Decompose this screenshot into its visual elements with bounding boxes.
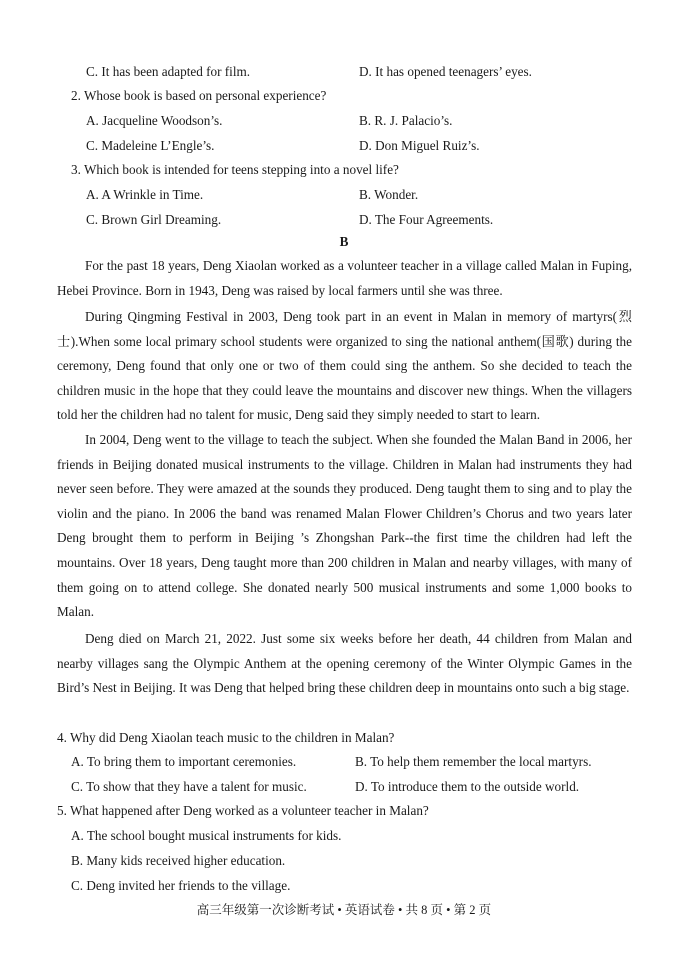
q2-option-d: D. Don Miguel Ruiz’s. bbox=[359, 138, 480, 153]
q4-option-d: D. To introduce them to the outside world. bbox=[355, 779, 580, 794]
passage-paragraph-4: Deng died on March 21, 2022. Just some six weeks before her death, 44 children from Malan and nearby villages sang the Olympic Anthem at the opening ceremony of the Winter Olympic Games in the Bird’s Nest in Beijing. It was Deng that helped bring these children deep in mountains onto such a big stage. bbox=[57, 631, 632, 696]
q2-options-cd bbox=[0, 134, 688, 158]
q4-options-ab bbox=[0, 750, 688, 774]
q3-option-a: A. A Wrinkle in Time. bbox=[86, 187, 204, 202]
passage-paragraph-3: In 2004, Deng went to the village to teach the subject. When she founded the Malan Band in 2006, her friends in Beijing donated musical instruments to the village. Children in Malan had instruments they had never seen before. They were amazed at the sounds they produced. Deng taught them to sing and to play the violin and the piano. In 2006 the band was renamed Malan Flower Children’s Chorus and two years later Deng brought them to perform in Beijing ’s Zhongshan Park--the first time the children had left the mountains. Over 18 years, Deng taught more than 200 children in Malan and nearby villages, with many of them going on to attend college. She donated nearly 500 musical instruments and some 1,000 books to Malan. bbox=[57, 432, 632, 620]
q4-stem: 4. Why did Deng Xiaolan teach music to the children in Malan? bbox=[57, 730, 395, 745]
section-b-heading: B bbox=[339, 234, 349, 249]
q5-option-c-row bbox=[0, 874, 688, 898]
q4-option-b: B. To help them remember the local martyrs. bbox=[355, 754, 592, 769]
q5-option-b: B. Many kids received higher education. bbox=[71, 853, 286, 868]
q3-options-cd bbox=[0, 208, 688, 232]
q2-option-b: B. R. J. Palacio’s. bbox=[359, 113, 453, 128]
q4-options-cd bbox=[0, 775, 688, 799]
passage-paragraph-2: During Qingming Festival in 2003, Deng took part in an event in Malan in memory of martyrs(烈士).When some local primary school students were organized to sing the national anthem(国歌) during the ceremony, Deng found that only one or two of them could sing the anthem. So she decided to teach the children music in the hope that they could leave the mountains and discover new things. When the villagers told her the children had no talent for music, Deng said they simply needed to start to learn. bbox=[57, 309, 632, 423]
q2-option-a: A. Jacqueline Woodson’s. bbox=[86, 113, 223, 128]
q3-stem-row bbox=[0, 158, 688, 182]
q3-option-c: C. Brown Girl Dreaming. bbox=[86, 212, 222, 227]
q2-options-ab bbox=[0, 109, 688, 133]
q3-option-b: B. Wonder. bbox=[359, 187, 419, 202]
q4-option-c: C. To show that they have a talent for music. bbox=[71, 779, 307, 794]
q4-option-a: A. To bring them to important ceremonies. bbox=[71, 754, 297, 769]
q5-stem: 5. What happened after Deng worked as a volunteer teacher in Malan? bbox=[57, 803, 429, 818]
q5-option-a: A. The school bought musical instruments for kids. bbox=[71, 828, 342, 843]
q2-stem-row bbox=[0, 84, 688, 108]
q1-option-d: D. It has opened teenagers’ eyes. bbox=[359, 64, 532, 79]
q4-stem-row bbox=[0, 726, 688, 750]
q1-option-c: C. It has been adapted for film. bbox=[86, 64, 251, 79]
page-footer: 高三年级第一次诊断考试 • 英语试卷 • 共 8 页 • 第 2 页 bbox=[196, 903, 492, 917]
q5-option-b-row bbox=[0, 849, 688, 873]
q5-option-a-row bbox=[0, 824, 688, 848]
q5-option-c: C. Deng invited her friends to the village. bbox=[71, 878, 291, 893]
q3-options-ab bbox=[0, 183, 688, 207]
passage-paragraph-1: For the past 18 years, Deng Xiaolan worked as a volunteer teacher in a village called Malan in Fuping, Hebei Province. Born in 1943, Deng was raised by local farmers until she was three. bbox=[57, 258, 632, 298]
q1-options-cd bbox=[0, 60, 688, 84]
q5-stem-row bbox=[0, 799, 688, 823]
q3-option-d: D. The Four Agreements. bbox=[359, 212, 494, 227]
q2-option-c: C. Madeleine L’Engle’s. bbox=[86, 138, 215, 153]
q2-stem: 2. Whose book is based on personal experience? bbox=[71, 88, 327, 103]
q3-stem: 3. Which book is intended for teens stepping into a novel life? bbox=[71, 162, 399, 177]
